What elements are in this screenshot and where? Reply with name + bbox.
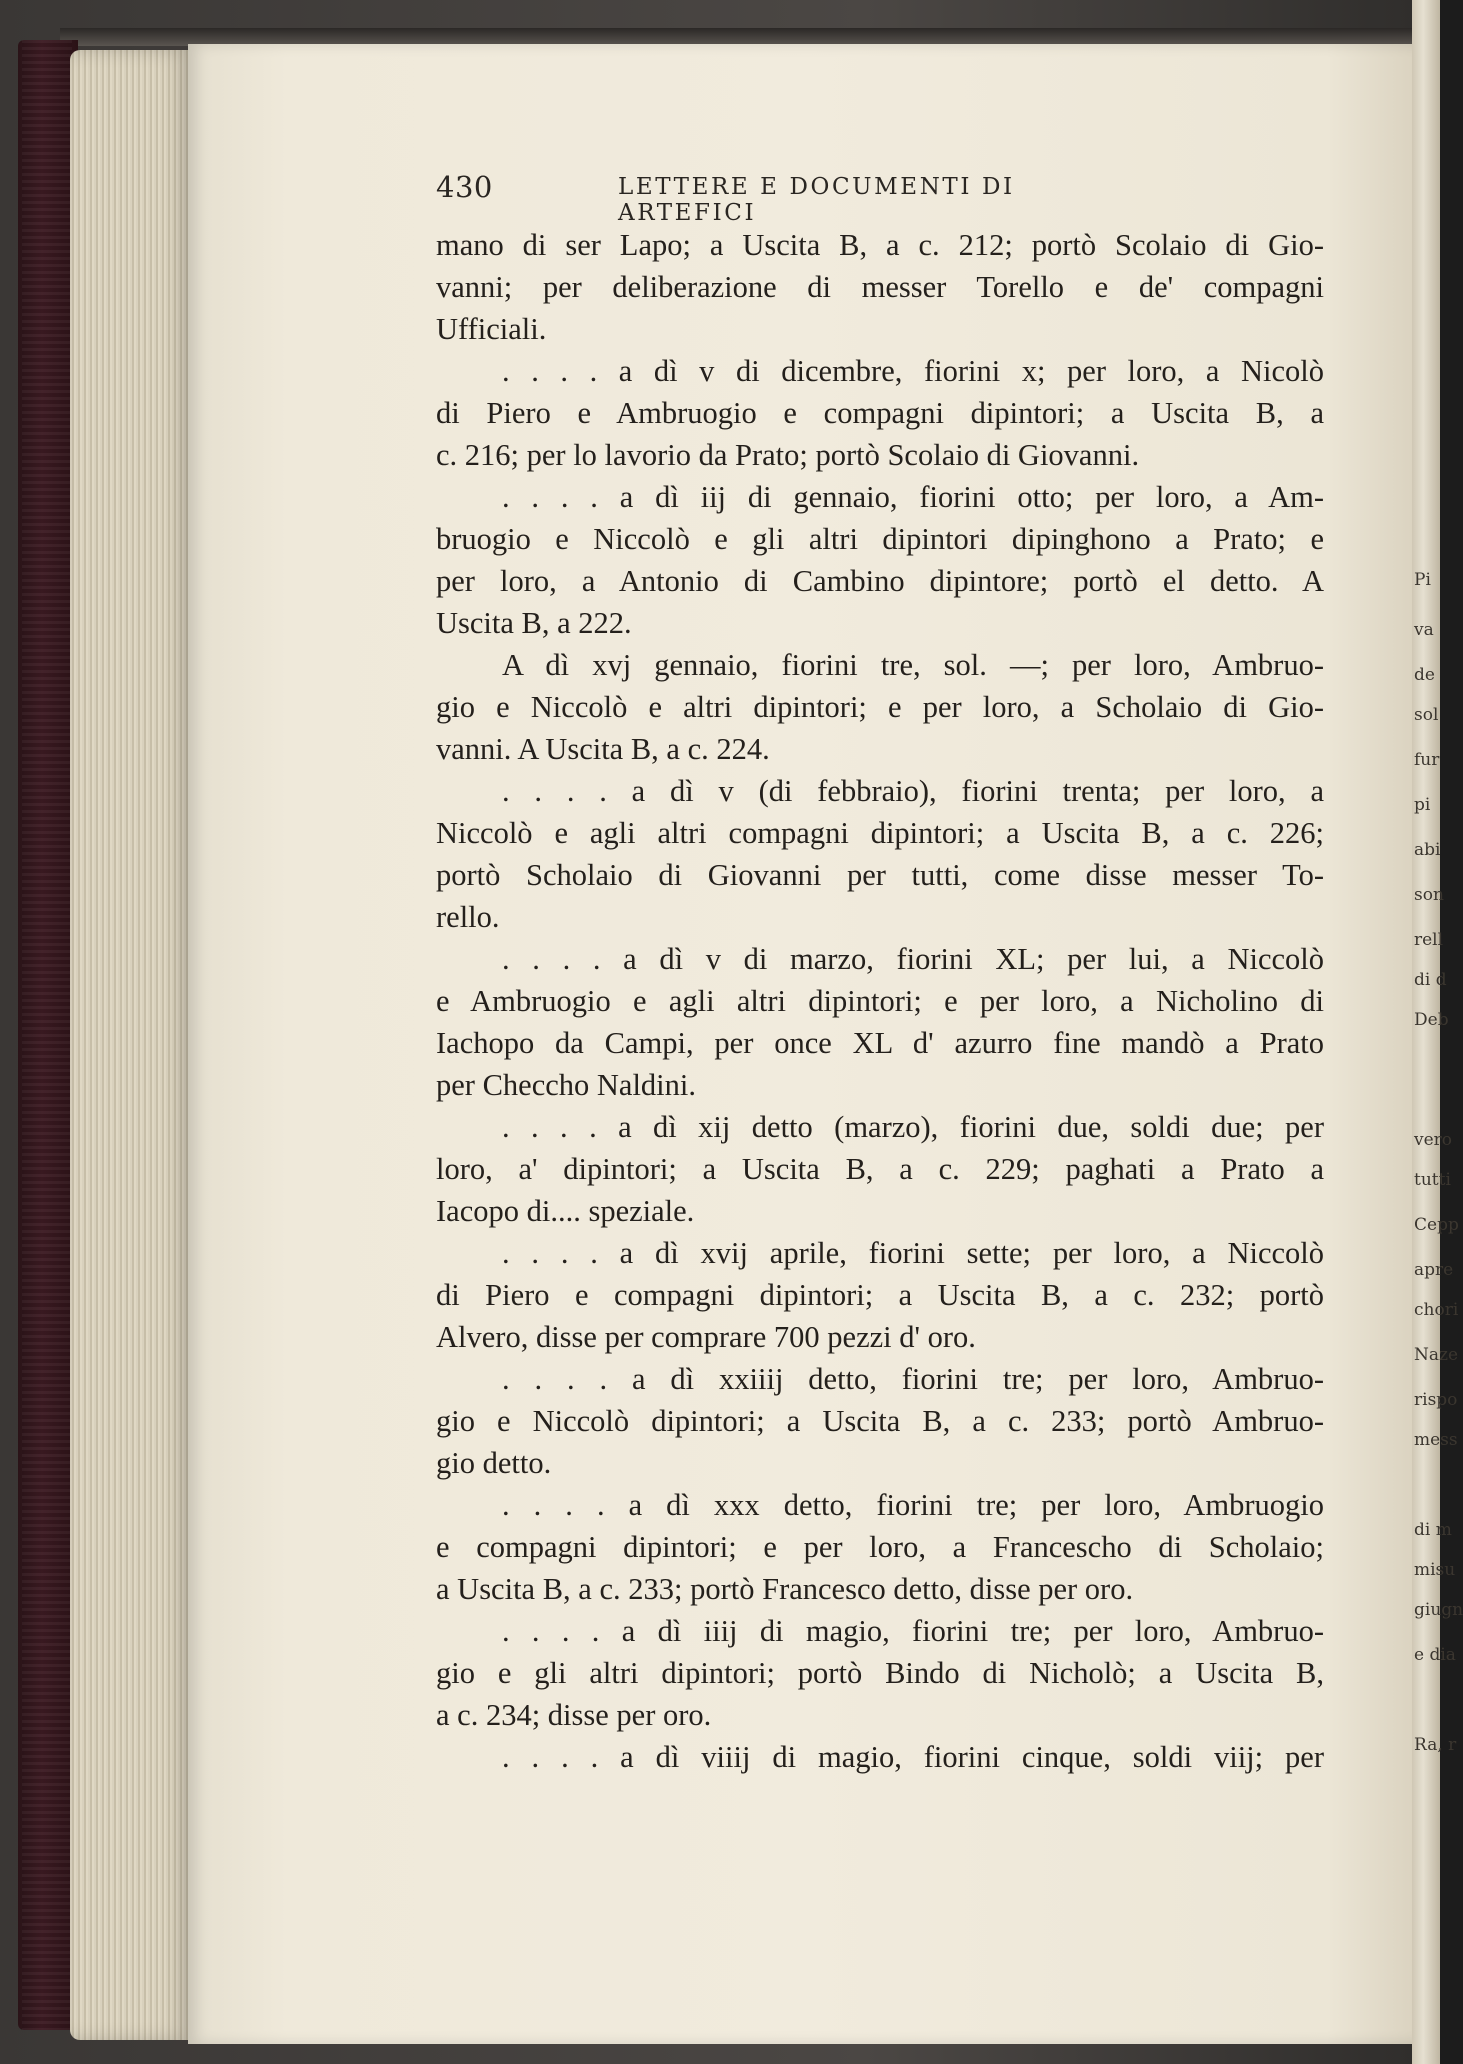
text-line: . . . . a dì xij detto (marzo), fiorini due, soldi due; per (502, 1110, 1324, 1144)
text-line: gio e Niccolò e altri dipintori; e per loro, a Scholaio di Gio- (436, 690, 1324, 724)
text-line: e Ambruogio e agli altri dipintori; e per loro, a Nicholino di (436, 984, 1324, 1018)
running-head: LETTERE E DOCUMENTI DI ARTEFICI (618, 174, 1015, 226)
text-line: Alvero, disse per comprare 700 pezzi d' oro. (436, 1320, 976, 1354)
text-line: vanni; per deliberazione di messer Torello e de' compagni (436, 270, 1324, 304)
adjacent-page-fragment: vero (1414, 1130, 1453, 1150)
text-line: gio e Niccolò dipintori; a Uscita B, a c. 233; portò Ambruo- (436, 1404, 1324, 1438)
adjacent-page-fragment: rell (1414, 930, 1444, 950)
cover-texture (22, 40, 72, 2030)
adjacent-page-fragment: chori (1414, 1300, 1459, 1320)
text-line: . . . . a dì xxiiij detto, fiorini tre; per loro, Ambruo- (502, 1362, 1324, 1396)
text-line: loro, a' dipintori; a Uscita B, a c. 229; paghati a Prato a (436, 1152, 1324, 1186)
text-line: . . . . a dì iij di gennaio, fiorini otto; per loro, a Am- (502, 480, 1324, 514)
page-number: 430 (436, 170, 493, 204)
text-line: . . . . a dì iiij di magio, fiorini tre; per loro, Ambruo- (502, 1614, 1324, 1648)
adjacent-page-fragment: son (1414, 885, 1444, 905)
adjacent-page-fragment: di d (1414, 970, 1447, 990)
text-line: . . . . a dì v (di febbraio), fiorini trenta; per loro, a (502, 774, 1324, 808)
text-line: . . . . a dì v di dicembre, fiorini x; per loro, a Nicolò (502, 354, 1324, 388)
adjacent-page-fragment: pi (1414, 795, 1431, 815)
adjacent-page-fragment: Deb (1414, 1010, 1449, 1030)
text-line: Iachopo da Campi, per once XL d' azurro fine mandò a Prato (436, 1026, 1324, 1060)
text-line: per loro, a Antonio di Cambino dipintore; portò el detto. A (436, 564, 1324, 598)
text-line: vanni. A Uscita B, a c. 224. (436, 732, 770, 766)
adjacent-page-fragment: fur (1414, 750, 1440, 770)
adjacent-page-fragment: giugn (1414, 1600, 1463, 1620)
adjacent-page-fragment: abi (1414, 840, 1441, 860)
text-line: rello. (436, 900, 500, 934)
text-line: e compagni dipintori; e per loro, a Francescho di Scholaio; (436, 1530, 1324, 1564)
adjacent-page-fragment: Pi (1414, 570, 1431, 590)
text-line: di Piero e Ambruogio e compagni dipintori; a Uscita B, a (436, 396, 1324, 430)
adjacent-page-fragment: apre (1414, 1260, 1454, 1280)
text-line: . . . . a dì xxx detto, fiorini tre; per loro, Ambruogio (502, 1488, 1324, 1522)
adjacent-page-fragment: misu (1414, 1560, 1456, 1580)
text-line: Uscita B, a 222. (436, 606, 632, 640)
text-line: portò Scholaio di Giovanni per tutti, come disse messer To- (436, 858, 1324, 892)
text-line: a Uscita B, a c. 233; portò Francesco detto, disse per oro. (436, 1572, 1134, 1606)
adjacent-page-fragment: Cepp (1414, 1215, 1459, 1235)
text-line: . . . . a dì viiij di magio, fiorini cinque, soldi viij; per (502, 1740, 1324, 1774)
adjacent-page-fragment: tutti (1414, 1170, 1451, 1190)
adjacent-page-fragment: Ra, r (1414, 1735, 1457, 1755)
text-line: . . . . a dì v di marzo, fiorini XL; per lui, a Niccolò (502, 942, 1324, 976)
text-line: a c. 234; disse per oro. (436, 1698, 712, 1732)
adjacent-page-fragment: de (1414, 665, 1435, 685)
adjacent-page-edge (1412, 0, 1463, 2064)
text-line: di Piero e compagni dipintori; a Uscita B, a c. 232; portò (436, 1278, 1324, 1312)
adjacent-page-fragment: e dia (1414, 1645, 1456, 1665)
page-block-edge (70, 50, 190, 2040)
text-line: Ufficiali. (436, 312, 547, 346)
adjacent-page-fragment: sol (1414, 705, 1439, 725)
adjacent-page-fragment: Naze (1414, 1345, 1459, 1365)
text-line: bruogio e Niccolò e gli altri dipintori dipinghono a Prato; e (436, 522, 1324, 556)
text-line: A dì xvj gennaio, fiorini tre, sol. —; per loro, Ambruo- (502, 648, 1324, 682)
text-line: Iacopo di.... speziale. (436, 1194, 695, 1228)
text-line: . . . . a dì xvij aprile, fiorini sette; per loro, a Niccolò (502, 1236, 1324, 1270)
text-line: gio e gli altri dipintori; portò Bindo di Nicholò; a Uscita B, (436, 1656, 1324, 1690)
text-line: Niccolò e agli altri compagni dipintori; a Uscita B, a c. 226; (436, 816, 1324, 850)
page-header (436, 168, 1156, 226)
text-line: per Checcho Naldini. (436, 1068, 697, 1102)
adjacent-page-fragment: va (1414, 620, 1434, 640)
adjacent-page-fragment: di m (1414, 1520, 1452, 1540)
page-body-text (436, 224, 1324, 1778)
text-line: c. 216; per lo lavorio da Prato; portò Scolaio di Giovanni. (436, 438, 1140, 472)
adjacent-page-fragment: rispo (1414, 1390, 1458, 1410)
adjacent-page-fragment: mess (1414, 1430, 1458, 1450)
text-line: mano di ser Lapo; a Uscita B, a c. 212; portò Scolaio di Gio- (436, 228, 1324, 262)
text-line: gio detto. (436, 1446, 552, 1480)
